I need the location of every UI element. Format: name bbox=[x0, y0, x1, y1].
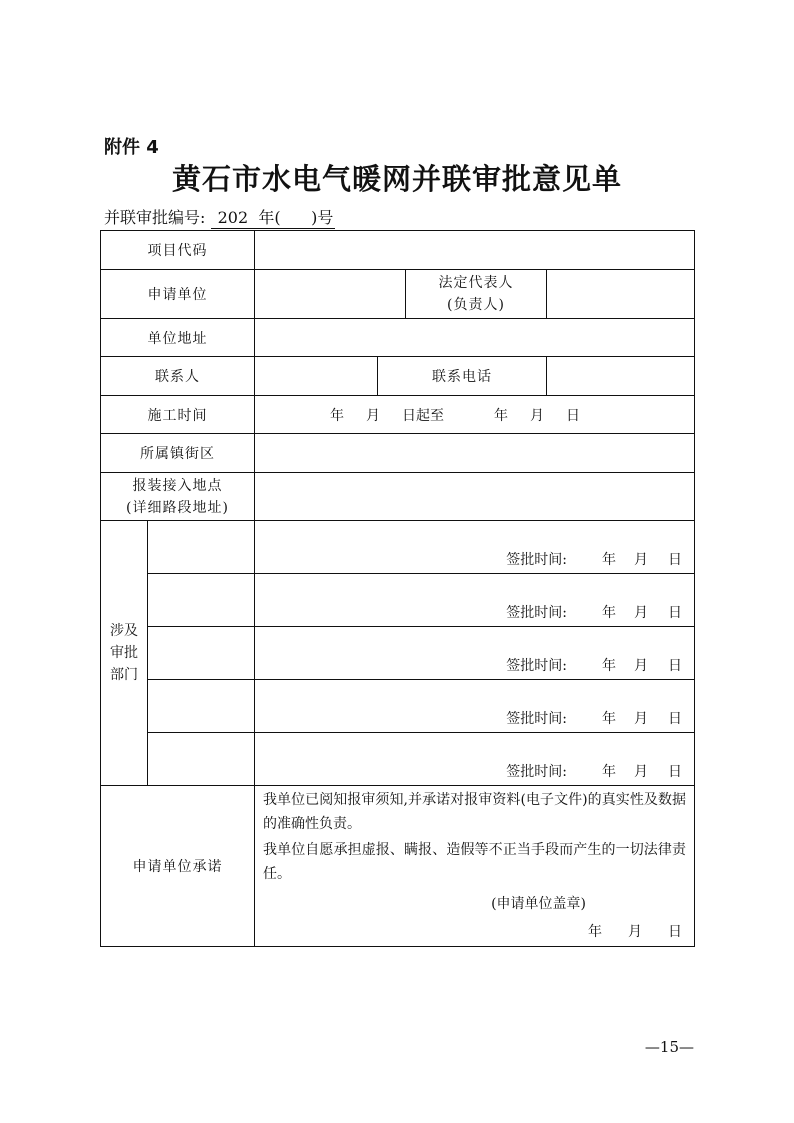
dept-opinion-field[interactable] bbox=[255, 574, 695, 627]
sign-month: 月 bbox=[634, 764, 648, 780]
applicant-label: 申请单位 bbox=[101, 270, 255, 319]
seal-note: (申请单位盖章) bbox=[491, 896, 586, 912]
dept-opinion-field[interactable] bbox=[255, 733, 695, 786]
commitment-content bbox=[255, 786, 695, 947]
dept-opinion-field[interactable] bbox=[255, 627, 695, 680]
sign-time-label: 签批时间: bbox=[506, 711, 567, 727]
project-code-label: 项目代码 bbox=[101, 231, 255, 270]
ct-day2: 日 bbox=[566, 407, 580, 424]
ct-month2: 月 bbox=[530, 407, 544, 424]
commitment-para1: 我单位已阅知报审须知,并承诺对报审资料(电子文件)的真实性及数据的准确性负责。 bbox=[263, 792, 686, 832]
commitment-label: 申请单位承诺 bbox=[101, 786, 255, 947]
row-address bbox=[101, 319, 695, 357]
sign-year: 年 bbox=[602, 552, 616, 568]
dept-label-line: 审批 bbox=[110, 645, 138, 661]
serial-year: 202 bbox=[217, 208, 249, 227]
ct-month: 月 bbox=[366, 407, 380, 424]
serial-hao: 号 bbox=[317, 208, 334, 227]
serial-paren-open: ( bbox=[274, 208, 281, 227]
project-code-field[interactable] bbox=[255, 231, 695, 270]
ct-year: 年 bbox=[330, 407, 344, 424]
approval-form-table bbox=[100, 230, 695, 947]
sign-month: 月 bbox=[634, 552, 648, 568]
row-contact bbox=[101, 357, 695, 396]
form-title: 黄石市水电气暖网并联审批意见单 bbox=[171, 162, 622, 196]
approval-serial bbox=[104, 205, 335, 229]
dept-row bbox=[101, 627, 695, 680]
contact-label: 联系人 bbox=[101, 357, 255, 396]
sign-time-label: 签批时间: bbox=[506, 658, 567, 674]
commitment-month: 月 bbox=[628, 924, 642, 940]
dept-row bbox=[101, 574, 695, 627]
legal-rep-line2: (负责人) bbox=[447, 297, 505, 313]
commitment-para2: 我单位自愿承担虚报、瞒报、造假等不正当手段而产生的一切法律责任。 bbox=[263, 842, 686, 882]
phone-label: 联系电话 bbox=[378, 357, 547, 396]
address-label: 单位地址 bbox=[101, 319, 255, 357]
sign-day: 日 bbox=[668, 764, 682, 780]
serial-fill[interactable] bbox=[211, 205, 336, 229]
dept-row bbox=[101, 521, 695, 574]
sign-day: 日 bbox=[668, 711, 682, 727]
row-commitment bbox=[101, 786, 695, 947]
commitment-date[interactable] bbox=[263, 920, 686, 944]
row-project-code bbox=[101, 231, 695, 270]
dept-label-line: 部门 bbox=[110, 667, 138, 683]
dept-row bbox=[101, 733, 695, 786]
sign-time-label: 签批时间: bbox=[506, 605, 567, 621]
dept-name-field[interactable] bbox=[148, 680, 255, 733]
sign-year: 年 bbox=[602, 605, 616, 621]
sign-time-label: 签批时间: bbox=[506, 552, 567, 568]
dept-row bbox=[101, 680, 695, 733]
row-construction-time bbox=[101, 396, 695, 434]
sign-day: 日 bbox=[668, 605, 682, 621]
sign-day: 日 bbox=[668, 552, 682, 568]
dept-name-field[interactable] bbox=[148, 733, 255, 786]
applicant-field[interactable] bbox=[255, 270, 406, 319]
legal-rep-line1: 法定代表人 bbox=[438, 275, 514, 291]
legal-rep-field[interactable] bbox=[547, 270, 695, 319]
row-applicant bbox=[101, 270, 695, 319]
dept-name-field[interactable] bbox=[148, 574, 255, 627]
sign-year: 年 bbox=[602, 711, 616, 727]
sign-month: 月 bbox=[634, 658, 648, 674]
sign-day: 日 bbox=[668, 658, 682, 674]
commitment-year: 年 bbox=[588, 924, 602, 940]
dept-opinion-field[interactable] bbox=[255, 680, 695, 733]
page-number: —15— bbox=[644, 1038, 694, 1056]
address-field[interactable] bbox=[255, 319, 695, 357]
construction-time-field[interactable] bbox=[255, 396, 695, 434]
ct-year2: 年 bbox=[494, 407, 508, 424]
attachment-label: 附件 4 bbox=[104, 137, 159, 158]
row-install-point bbox=[101, 473, 695, 521]
sign-year: 年 bbox=[602, 764, 616, 780]
construction-time-label: 施工时间 bbox=[101, 396, 255, 434]
install-point-line1: 报装接入地点 bbox=[132, 477, 223, 494]
dept-name-field[interactable] bbox=[148, 521, 255, 574]
ct-day-from: 日起至 bbox=[402, 407, 444, 424]
install-point-line2: (详细路段地址) bbox=[126, 499, 229, 516]
departments-label bbox=[101, 521, 148, 786]
install-point-label bbox=[101, 473, 255, 521]
dept-name-field[interactable] bbox=[148, 627, 255, 680]
district-field[interactable] bbox=[255, 434, 695, 473]
serial-nian: 年 bbox=[258, 208, 275, 227]
dept-opinion-field[interactable] bbox=[255, 521, 695, 574]
sign-year: 年 bbox=[602, 658, 616, 674]
row-district bbox=[101, 434, 695, 473]
sign-time-label: 签批时间: bbox=[506, 764, 567, 780]
serial-paren-close: ) bbox=[311, 208, 318, 227]
district-label: 所属镇街区 bbox=[101, 434, 255, 473]
legal-rep-label bbox=[406, 270, 547, 319]
phone-field[interactable] bbox=[547, 357, 695, 396]
sign-month: 月 bbox=[634, 711, 648, 727]
serial-label: 并联审批编号: bbox=[104, 208, 206, 227]
dept-label-line: 涉及 bbox=[110, 623, 138, 639]
contact-field[interactable] bbox=[255, 357, 378, 396]
install-point-field[interactable] bbox=[255, 473, 695, 521]
sign-month: 月 bbox=[634, 605, 648, 621]
commitment-day: 日 bbox=[668, 924, 682, 940]
